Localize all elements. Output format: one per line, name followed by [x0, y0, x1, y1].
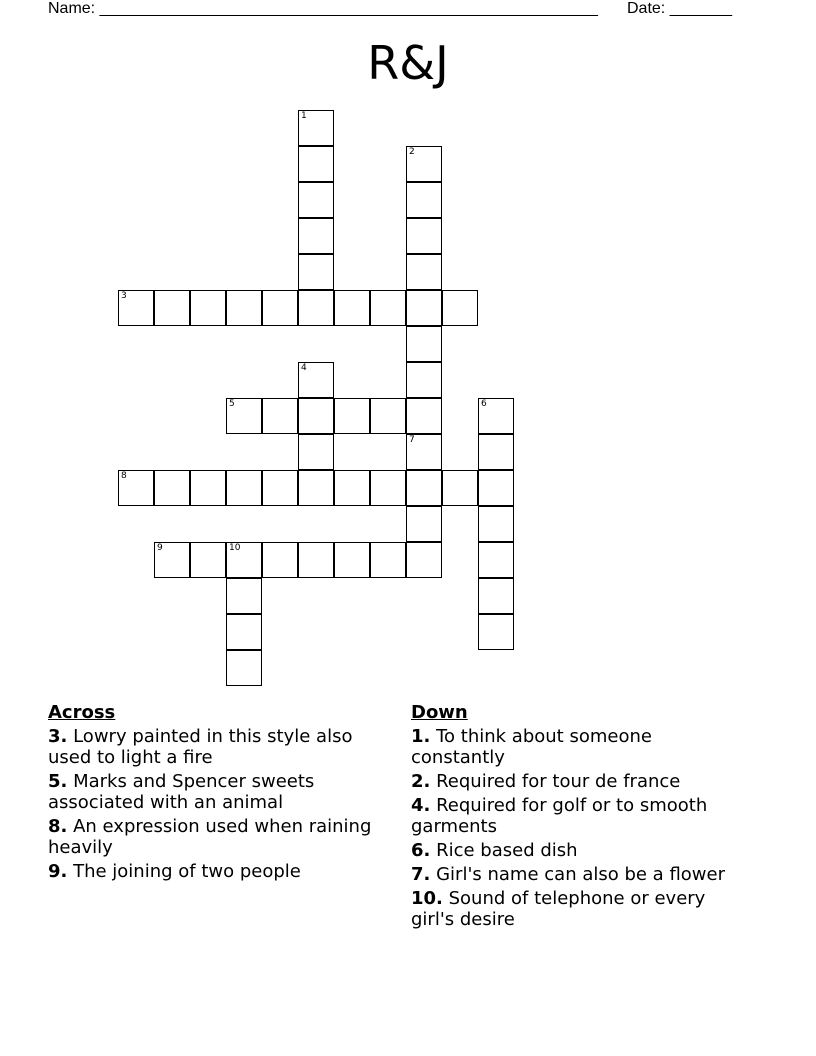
grid-cell[interactable] — [442, 470, 478, 506]
date-field-label[interactable]: Date: _______ — [627, 0, 732, 17]
clue-across-5: 5. Marks and Spencer sweets associated with an animal — [48, 771, 315, 813]
grid-cell[interactable] — [262, 290, 298, 326]
grid-cell[interactable] — [226, 650, 262, 686]
clue-down-7: 7. Girl's name can also be a flower — [411, 864, 725, 885]
grid-cell[interactable] — [190, 290, 226, 326]
grid-cell[interactable] — [262, 542, 298, 578]
grid-cell[interactable] — [370, 470, 406, 506]
grid-cell[interactable] — [370, 290, 406, 326]
grid-cell[interactable] — [478, 542, 514, 578]
clue-number-label: 5 — [229, 399, 235, 409]
grid-cell[interactable] — [298, 110, 334, 146]
grid-cell[interactable] — [190, 542, 226, 578]
clue-number-label: 10 — [229, 543, 241, 553]
clue-number-label: 6 — [481, 399, 487, 409]
page-title: R&J — [367, 36, 449, 90]
grid-cell[interactable] — [406, 326, 442, 362]
clue-down-10: 10. Sound of telephone or every girl's desire — [411, 888, 706, 930]
clue-number-label: 2 — [409, 147, 415, 157]
grid-cell[interactable] — [226, 578, 262, 614]
grid-cell[interactable] — [406, 470, 442, 506]
down-heading: Down — [411, 702, 468, 723]
grid-cell[interactable] — [406, 362, 442, 398]
grid-cell[interactable] — [298, 542, 334, 578]
grid-cell[interactable] — [478, 614, 514, 650]
grid-cell[interactable] — [298, 398, 334, 434]
grid-cell[interactable] — [226, 470, 262, 506]
grid-cell[interactable] — [478, 578, 514, 614]
grid-cell[interactable] — [226, 614, 262, 650]
grid-cell[interactable] — [118, 470, 154, 506]
grid-cell[interactable] — [262, 398, 298, 434]
across-heading: Across — [48, 702, 116, 723]
grid-cell[interactable] — [406, 542, 442, 578]
grid-cell[interactable] — [298, 434, 334, 470]
grid-cell[interactable] — [406, 218, 442, 254]
grid-cell[interactable] — [334, 398, 370, 434]
grid-cell[interactable] — [406, 182, 442, 218]
grid-cell[interactable] — [334, 290, 370, 326]
grid-cell[interactable] — [442, 290, 478, 326]
grid-cell[interactable] — [226, 542, 262, 578]
clue-down-1: 1. To think about someone constantly — [411, 726, 652, 768]
grid-cell[interactable] — [334, 470, 370, 506]
grid-cell[interactable] — [298, 362, 334, 398]
grid-cell[interactable] — [154, 290, 190, 326]
clue-across-8: 8. An expression used when raining heavily — [48, 816, 372, 858]
down-clues — [411, 702, 751, 933]
grid-cell[interactable] — [154, 542, 190, 578]
clue-down-6: 6. Rice based dish — [411, 840, 578, 861]
name-field-label[interactable]: Name: ________________________________________________________ — [48, 0, 598, 17]
grid-cell[interactable] — [298, 254, 334, 290]
grid-cell[interactable] — [298, 182, 334, 218]
grid-cell[interactable] — [478, 434, 514, 470]
clue-number-label: 4 — [301, 363, 307, 373]
grid-cell[interactable] — [154, 470, 190, 506]
grid-cell[interactable] — [478, 506, 514, 542]
grid-cell[interactable] — [334, 542, 370, 578]
grid-cell[interactable] — [406, 506, 442, 542]
grid-cell[interactable] — [298, 218, 334, 254]
grid-cell[interactable] — [406, 398, 442, 434]
grid-cell[interactable] — [406, 290, 442, 326]
grid-cell[interactable] — [298, 470, 334, 506]
grid-cell[interactable] — [478, 470, 514, 506]
grid-cell[interactable] — [226, 290, 262, 326]
clue-number-label: 9 — [157, 543, 163, 553]
grid-cell[interactable] — [298, 290, 334, 326]
across-clues — [48, 702, 388, 885]
grid-cell[interactable] — [298, 146, 334, 182]
clue-number-label: 3 — [121, 291, 127, 301]
grid-cell[interactable] — [118, 290, 154, 326]
clue-across-3: 3. Lowry painted in this style also used to light a fire — [48, 726, 353, 768]
grid-cell[interactable] — [370, 398, 406, 434]
grid-cell[interactable] — [406, 254, 442, 290]
grid-cell[interactable] — [262, 470, 298, 506]
grid-cell[interactable] — [370, 542, 406, 578]
clue-down-4: 4. Required for golf or to smooth garments — [411, 795, 708, 837]
grid-cell[interactable] — [406, 434, 442, 470]
grid-cell[interactable] — [190, 470, 226, 506]
grid-cell[interactable] — [406, 146, 442, 182]
clue-number-label: 8 — [121, 471, 127, 481]
clue-number-label: 7 — [409, 435, 415, 445]
clue-number-label: 1 — [301, 111, 307, 121]
clue-across-9: 9. The joining of two people — [48, 861, 301, 882]
clue-down-2: 2. Required for tour de france — [411, 771, 681, 792]
grid-cell[interactable] — [478, 398, 514, 434]
grid-cell[interactable] — [226, 398, 262, 434]
